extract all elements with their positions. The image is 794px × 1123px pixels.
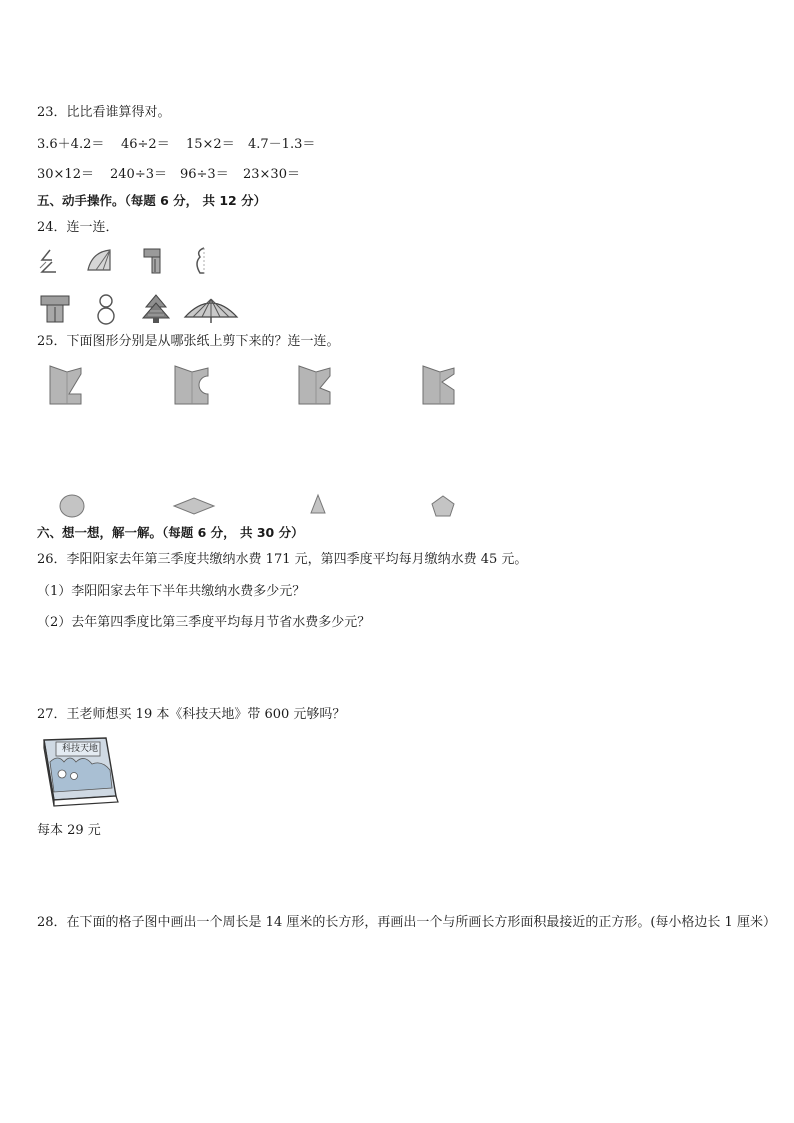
book-illustration xyxy=(40,736,122,808)
q23-title: 23．比比看谁算得对。 xyxy=(37,105,171,120)
q28-text: 28．在下面的格子图中画出一个周长是 14 厘米的长方形，再画出一个与所画长方形面积最接近的正方形。(每小格边长 1 厘米） xyxy=(37,915,776,930)
q25-title: 25．下面图形分别是从哪张纸上剪下来的？连一连。 xyxy=(37,334,340,349)
section6-title: 六、想一想，解一解。（每题 6 分， 共 30 分） xyxy=(37,525,304,540)
calc-item: 15×2＝ xyxy=(186,137,235,152)
q27-title: 27．王老师想买 19 本《科技天地》带 600 元够吗？ xyxy=(37,707,346,722)
calc-item: 30×12＝ xyxy=(37,167,94,182)
q26-sub2: （2）去年第四季度比第三季度平均每月节省水费多少元？ xyxy=(37,615,371,630)
umbrella-half-icon xyxy=(84,246,116,274)
calc-item: 240÷3＝ xyxy=(110,167,167,182)
calc-item: 96÷3＝ xyxy=(180,167,229,182)
q26-sub1: （1）李阳阳家去年下半年共缴纳水费多少元？ xyxy=(37,584,306,599)
calc-item: 46÷2＝ xyxy=(121,137,170,152)
folded-paper-triangle-cut xyxy=(296,362,336,408)
q26-title: 26．李阳阳家去年第三季度共缴纳水费 171 元，第四季度平均每月缴纳水费 45 元。 xyxy=(37,552,528,567)
tree-icon xyxy=(140,293,172,325)
circle-shape xyxy=(58,493,86,519)
folded-paper-z-cut xyxy=(47,362,85,408)
section5-title: 五、动手操作。（每题 6 分， 共 12 分） xyxy=(37,193,267,208)
folded-paper-half-pentagon-cut xyxy=(420,362,460,408)
house-half-icon xyxy=(140,246,164,276)
calc-item: 3.6＋4.2＝ xyxy=(37,137,105,152)
rhombus-shape xyxy=(172,496,216,516)
pentagon-shape xyxy=(430,494,456,518)
calc-item: 23×30＝ xyxy=(243,167,300,182)
snowman-icon xyxy=(94,292,118,326)
calc-item: 4.7－1.3＝ xyxy=(248,137,316,152)
house-icon xyxy=(38,293,72,325)
folded-paper-semicircle-cut xyxy=(172,362,212,408)
triangle-shape xyxy=(308,492,328,516)
book-label: 科技天地 xyxy=(61,744,98,754)
q24-title: 24．连一连． xyxy=(37,220,119,235)
gourd-half-icon xyxy=(192,245,212,277)
snowman-half-icon xyxy=(36,246,64,276)
umbrella-icon xyxy=(182,295,240,325)
q27-price: 每本 29 元 xyxy=(37,823,101,838)
